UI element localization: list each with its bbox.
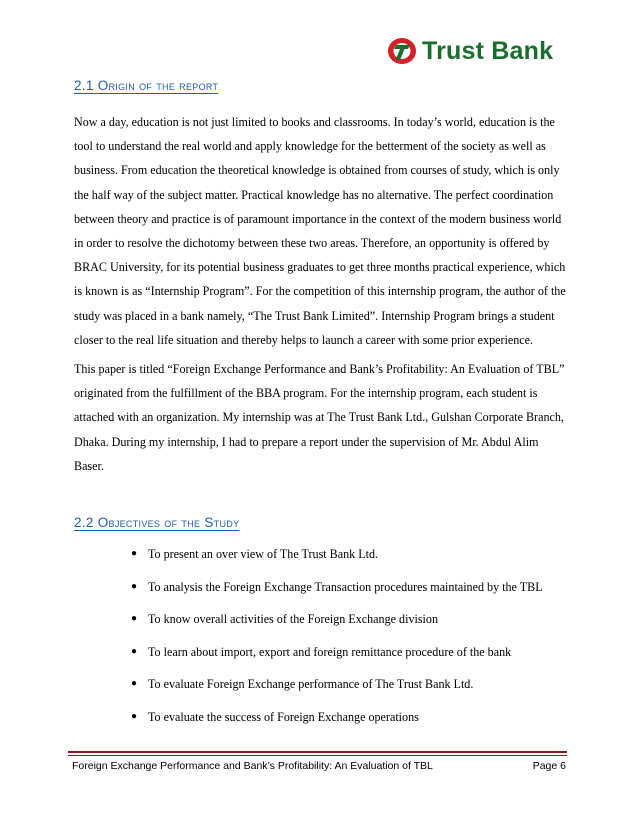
page-number: Page 6 <box>532 760 566 772</box>
origin-paragraph-2: This paper is titled “Foreign Exchange Performance and Bank’s Profitability: An Evaluation of TBL” originated from the fulfillment of the BBA program. For the internship program, each student is attached with an organization. My internship was at The Trust Bank Ltd., Gulshan Corporate Branch, Dhaka. During my internship, I had to prepare a report under the supervision of Mr. Abdul Alim Baser. <box>74 362 565 473</box>
objective-text: To analysis the Foreign Exchange Transaction procedures maintained by the TBL <box>148 579 543 594</box>
footer-divider-thin <box>68 755 567 756</box>
objective-text: To learn about import, export and foreign remittance procedure of the bank <box>148 644 512 659</box>
section-heading-origin: 2.1 Origin of the report <box>74 78 219 93</box>
list-item <box>131 544 588 577</box>
footer-divider <box>68 751 567 753</box>
bullet-icon: ● <box>131 678 138 690</box>
objective-text: To present an over view of The Trust Bank Ltd. <box>148 547 379 561</box>
footer-title: Foreign Exchange Performance and Bank’s Profitability: An Evaluation of TBL <box>72 760 433 772</box>
list-item <box>131 577 588 610</box>
trust-bank-logo <box>386 34 558 68</box>
objective-text: To evaluate the success of Foreign Exchange operations <box>148 709 419 724</box>
list-item <box>131 674 588 707</box>
bullet-icon: ● <box>131 710 138 722</box>
bullet-icon: ● <box>131 645 138 657</box>
logo-wordmark: Trust Bank <box>422 36 554 65</box>
objective-text: To evaluate Foreign Exchange performance of The Trust Bank Ltd. <box>148 677 474 692</box>
trust-bank-emblem-icon <box>386 36 420 66</box>
bullet-icon: ● <box>131 613 138 625</box>
objective-text: To know overall activities of the Foreign Exchange division <box>148 612 439 627</box>
list-item <box>131 707 588 740</box>
bullet-icon: ● <box>131 548 138 559</box>
origin-paragraph-1: Now a day, education is not just limited to books and classrooms. In today’s world, education is the tool to understand the real world and apply knowledge for the betterment of the society as well as business. From education the theoretical knowledge is obtained from courses of study, which is only the half way of the subject matter. Practical knowledge has no alternative. The perfect coordination between theory and practice is of paramount importance in the context of the modern business world in order to resolve the dichotomy between these two areas. Therefore, an opportunity is offered by BRAC University, for its potential business graduates to get three months practical experience, which is known is as “Internship Program”. For the competition of this internship program, the author of the study was placed in a bank namely, “The Trust Bank Limited”. Internship Program brings a student closer to the real life situation and thereby helps to launch a career with some prior experience. <box>74 115 566 347</box>
objectives-list <box>131 544 588 740</box>
bullet-icon: ● <box>131 580 138 592</box>
list-item <box>131 609 588 642</box>
list-item <box>131 642 588 675</box>
section-heading-objectives: 2.2 Objectives of the Study <box>74 515 240 530</box>
